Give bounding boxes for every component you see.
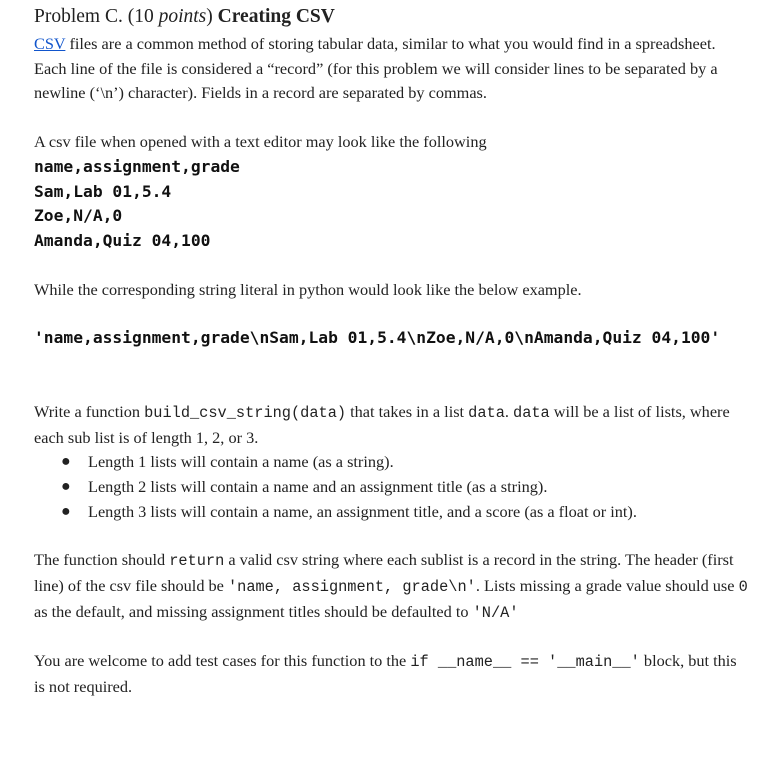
intro-paragraph	[34, 32, 749, 106]
return-text: as the default, and missing assignment titles should be defaulted to	[34, 601, 473, 621]
return-text: a valid csv string where each sublist is a record in the string. The header (first line) of the csv file should be	[34, 550, 734, 596]
closing-text: block, but this is not required.	[34, 651, 737, 697]
bullet-icon: ●	[61, 453, 71, 471]
bullet-icon: ●	[61, 502, 71, 520]
bullet-icon: ●	[61, 477, 71, 495]
problem-label: Problem C.	[34, 6, 123, 27]
return-paragraph	[34, 548, 749, 625]
problem-page	[34, 5, 749, 700]
intro-text: files are a common method of storing tabular data, similar to what you would find in a spreadsheet. Each line of the file is considered a “record” (for this problem we will consider lines to be separated by a newline (‘\n’) character). Fields in a record are separated by commas.	[34, 34, 718, 103]
points-word: points	[158, 6, 207, 27]
task-text: will be a list of lists, where each sub list is of length 1, 2, or 3.	[34, 401, 730, 447]
points-close: )	[206, 6, 213, 27]
function-signature: build_csv_string(data)	[144, 403, 347, 422]
default-zero: 0	[738, 578, 748, 597]
example-lead: A csv file when opened with a text editor may look like the following	[34, 132, 487, 152]
task-text: Write a function	[34, 401, 145, 421]
csv-example-block	[34, 155, 749, 254]
task-text: .	[504, 401, 514, 421]
csv-line: Sam,Lab 01,5.4	[34, 181, 172, 201]
return-text: The function should	[34, 550, 170, 570]
problem-heading: Creating CSV	[217, 6, 335, 27]
python-lead: While the corresponding string literal in python would look like the below example.	[34, 279, 582, 299]
main-guard-code: if __name__ == '__main__'	[410, 653, 640, 672]
return-text: . Lists missing a grade value should use	[475, 576, 739, 596]
problem-title	[34, 5, 749, 29]
length-rules-list	[34, 450, 749, 524]
csv-line: Amanda,Quiz 04,100	[34, 230, 211, 250]
points-open: (10	[127, 6, 154, 27]
list-item	[34, 450, 749, 475]
data-param: data	[468, 403, 505, 422]
python-string-literal: 'name,assignment,grade\nSam,Lab 01,5.4\nZoe,N/A,0\nAmanda,Quiz 04,100'	[34, 328, 721, 348]
list-item-text: Length 1 lists will contain a name (as a string).	[88, 452, 394, 472]
return-keyword: return	[169, 552, 225, 571]
csv-link[interactable]: CSV	[34, 34, 66, 53]
data-param: data	[513, 403, 550, 422]
closing-paragraph	[34, 649, 749, 699]
header-string: 'name, assignment, grade\n'	[227, 578, 476, 597]
task-text: that takes in a list	[346, 401, 469, 421]
csv-line: name,assignment,grade	[34, 156, 240, 176]
list-item-text: Length 3 lists will contain a name, an assignment title, and a score (as a float or int).	[88, 501, 637, 521]
list-item	[34, 500, 749, 525]
list-item-text: Length 2 lists will contain a name and an assignment title (as a string).	[88, 476, 548, 496]
csv-line: Zoe,N/A,0	[34, 206, 123, 226]
list-item	[34, 475, 749, 500]
closing-text: You are welcome to add test cases for this function to the	[34, 651, 411, 671]
task-paragraph	[34, 400, 749, 450]
default-na: 'N/A'	[472, 603, 519, 622]
